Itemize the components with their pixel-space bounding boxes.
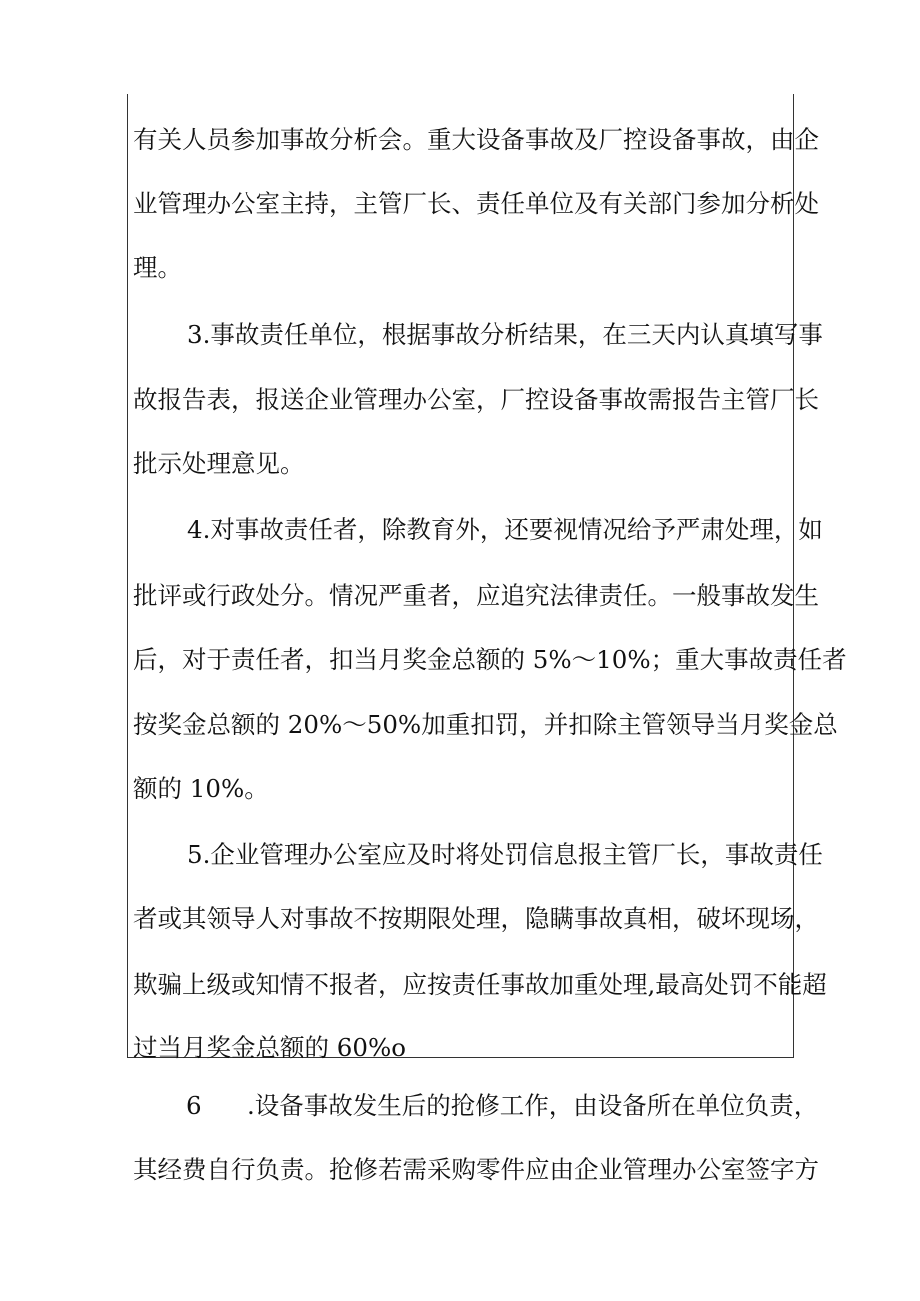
paragraph-line: 5.企业管理办公室应及时将处罚信息报主管厂长，事故责任: [187, 840, 823, 869]
paragraph-line: 4.对事故责任者，除教育外，还要视情况给予严肃处理，如: [187, 515, 823, 544]
paragraph-line: 额的 10%。: [133, 774, 269, 803]
list-number: 6: [186, 1091, 202, 1120]
paragraph-line: 者或其领导人对事故不按期限处理，隐瞒事故真相，破坏现场，: [133, 904, 819, 933]
paragraph-line: 理。: [133, 253, 182, 282]
paragraph-line: 后，对于责任者，扣当月奖金总额的 5%～10%；重大事故责任者: [133, 645, 847, 674]
paragraph-line: 批示处理意见。: [133, 449, 305, 478]
paragraph-line: 按奖金总额的 20%～50%加重扣罚，并扣除主管领导当月奖金总: [133, 710, 838, 739]
paragraph-line: 批评或行政处分。情况严重者，应追究法律责任。一般事故发生: [133, 581, 819, 610]
paragraph-line: 过当月奖金总额的 60%o: [133, 1033, 406, 1062]
paragraph-line: 有关人员参加事故分析会。重大设备事故及厂控设备事故，由企: [133, 125, 819, 154]
paragraph-line: 业管理办公室主持，主管厂长、责任单位及有关部门参加分析处: [133, 189, 819, 218]
paragraph-line: 其经费自行负责。抢修若需采购零件应由企业管理办公室签字方: [133, 1155, 819, 1184]
paragraph-line: .设备事故发生后的抢修工作，由设备所在单位负责，: [247, 1091, 819, 1120]
paragraph-line: 欺骗上级或知情不报者，应按责任事故加重处理,最高处罚不能超: [133, 970, 827, 999]
paragraph-line: 3.事故责任单位，根据事故分析结果，在三天内认真填写事: [187, 320, 823, 349]
paragraph-line: 故报告表，报送企业管理办公室，厂控设备事故需报告主管厂长: [133, 385, 819, 414]
